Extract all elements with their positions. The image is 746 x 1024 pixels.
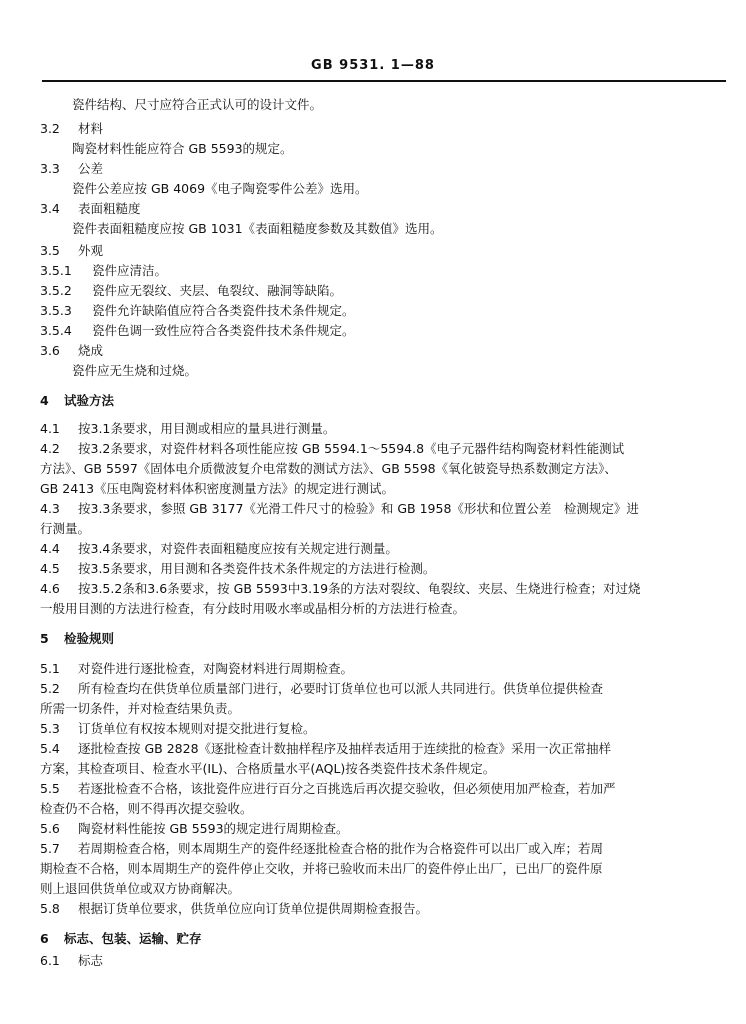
clause-text-continued: 期检查不合格，则本周期生产的瓷件停止交收，并将已验收而未出厂的瓷件停止出厂，已出厂的瓷件原	[40, 861, 603, 876]
section-title: 材料	[78, 121, 104, 136]
clause-text: 按3.1条要求，用目测或相应的量具进行测量。	[78, 421, 336, 436]
clause-text: 若周期检查合格，则本周期生产的瓷件经逐批检查合格的批作为合格瓷件可以出厂或入库；若周	[78, 841, 604, 856]
clause-number: 5.1	[40, 661, 60, 676]
clause-text: 若逐批检查不合格，该批瓷件应进行百分之百挑选后再次提交验收，但必须使用加严检查，若加严	[78, 781, 616, 796]
section-title: 瓷件允许缺陷值应符合各类瓷件技术条件规定。	[92, 303, 355, 318]
standard-code-header: GB 9531. 1—88	[311, 58, 435, 73]
clause-number: 5.2	[40, 681, 60, 696]
chapter-title: 检验规则	[64, 631, 115, 646]
clause-number: 5.6	[40, 821, 60, 836]
section-title: 瓷件应清洁。	[92, 263, 168, 278]
clause-number: 4.4	[40, 541, 60, 556]
section-number: 6.1	[40, 953, 60, 968]
chapter-number: 5	[40, 631, 49, 646]
clause-text: 对瓷件进行逐批检查，对陶瓷材料进行周期检查。	[78, 661, 354, 676]
chapter-number: 6	[40, 931, 49, 946]
clause-text-continued: 方法》、GB 5597《固体电介质微波复介电常数的测试方法》、GB 5598《氧化铍瓷导热系数测定方法》、	[40, 461, 617, 476]
clause-number: 5.3	[40, 721, 60, 736]
section-title: 外观	[78, 243, 104, 258]
section-title: 瓷件应无裂纹、夹层、龟裂纹、融洞等缺陷。	[92, 283, 343, 298]
body-text: 瓷件公差应按 GB 4069《电子陶瓷零件公差》选用。	[72, 181, 368, 196]
section-title: 烧成	[78, 343, 104, 358]
clause-text-continued: 一般用目测的方法进行检查，有分歧时用吸水率或晶相分析的方法进行检查。	[40, 601, 466, 616]
section-number: 3.2	[40, 121, 60, 136]
section-title: 标志	[78, 953, 104, 968]
section-number: 3.5.3	[40, 303, 72, 318]
clause-text: 根据订货单位要求，供货单位应向订货单位提供周期检查报告。	[78, 901, 429, 916]
body-text: 瓷件应无生烧和过烧。	[72, 363, 198, 378]
clause-text-continued: 则上退回供货单位或双方协商解决。	[40, 881, 241, 896]
section-number: 3.5	[40, 243, 60, 258]
clause-number: 5.4	[40, 741, 60, 756]
clause-number: 4.5	[40, 561, 60, 576]
section-number: 3.6	[40, 343, 60, 358]
section-title: 公差	[78, 161, 104, 176]
clause-text: 按3.5.2条和3.6条要求，按 GB 5593中3.19条的方法对裂纹、龟裂纹、夹层、生烧进行检查；对过烧	[78, 581, 641, 596]
clause-number: 5.5	[40, 781, 60, 796]
clause-text-continued: 行测量。	[40, 521, 91, 536]
clause-number: 5.7	[40, 841, 60, 856]
clause-text: 陶瓷材料性能按 GB 5593的规定进行周期检查。	[78, 821, 349, 836]
body-text: 陶瓷材料性能应符合 GB 5593的规定。	[72, 141, 293, 156]
body-text: 瓷件表面粗糙度应按 GB 1031《表面粗糙度参数及其数值》选用。	[72, 221, 443, 236]
section-number: 3.5.2	[40, 283, 72, 298]
clause-number: 4.6	[40, 581, 60, 596]
clause-text-continued: 方案，其检查项目、检查水平(IL)、合格质量水平(AQL)按各类瓷件技术条件规定。	[40, 761, 496, 776]
section-number: 3.5.4	[40, 323, 72, 338]
body-text: 瓷件结构、尺寸应符合正式认可的设计文件。	[72, 97, 323, 112]
clause-text-continued: 检查仍不合格，则不得再次提交验收。	[40, 801, 253, 816]
clause-text: 按3.5条要求，用目测和各类瓷件技术条件规定的方法进行检测。	[78, 561, 436, 576]
section-number: 3.5.1	[40, 263, 72, 278]
section-number: 3.4	[40, 201, 60, 216]
header-rule	[42, 80, 726, 82]
section-title: 表面粗糙度	[78, 201, 141, 216]
clause-text: 按3.4条要求，对瓷件表面粗糙度应按有关规定进行测量。	[78, 541, 398, 556]
chapter-number: 4	[40, 393, 49, 408]
chapter-title: 试验方法	[64, 393, 115, 408]
clause-text: 按3.2条要求，对瓷件材料各项性能应按 GB 5594.1～5594.8《电子元器件结构陶瓷材料性能测试	[78, 441, 625, 456]
section-title: 瓷件色调一致性应符合各类瓷件技术条件规定。	[92, 323, 355, 338]
clause-number: 4.2	[40, 441, 60, 456]
chapter-title: 标志、包装、运输、贮存	[64, 931, 202, 946]
clause-text-continued: GB 2413《压电陶瓷材料体积密度测量方法》的规定进行测试。	[40, 481, 395, 496]
clause-text-continued: 所需一切条件，并对检查结果负责。	[40, 701, 241, 716]
clause-text: 所有检查均在供货单位质量部门进行，必要时订货单位也可以派人共同进行。供货单位提供检查	[78, 681, 604, 696]
clause-text: 订货单位有权按本规则对提交批进行复检。	[78, 721, 316, 736]
clause-number: 4.3	[40, 501, 60, 516]
clause-number: 4.1	[40, 421, 60, 436]
section-number: 3.3	[40, 161, 60, 176]
clause-text: 按3.3条要求，参照 GB 3177《光滑工件尺寸的检验》和 GB 1958《形状和位置公差 检测规定》进	[78, 501, 639, 516]
clause-number: 5.8	[40, 901, 60, 916]
clause-text: 逐批检查按 GB 2828《逐批检查计数抽样程序及抽样表适用于连续批的检查》采用一次正常抽样	[78, 741, 612, 756]
